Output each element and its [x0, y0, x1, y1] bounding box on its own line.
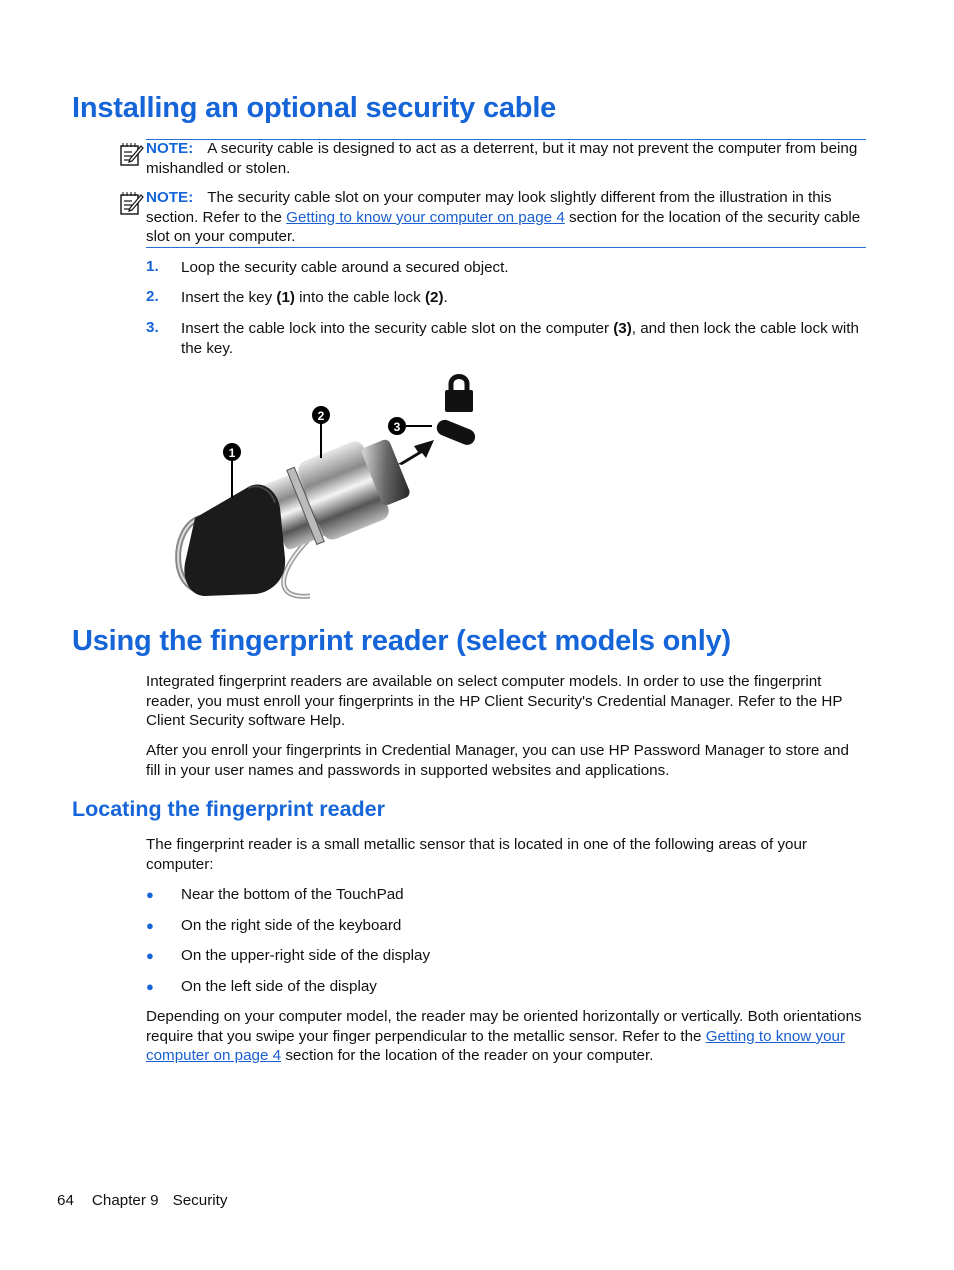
note-2 — [118, 188, 866, 247]
page-number: 64 — [57, 1192, 74, 1209]
step-text-part: Insert the key — [181, 289, 277, 306]
step-text-bold: (2) — [424, 289, 444, 306]
paragraph-text: section for the location of the reader on your computer. — [285, 1047, 654, 1065]
note-icon — [118, 141, 144, 167]
paragraph: The fingerprint reader is a small metallic sensor that is located in one of the following areas of your computer: — [146, 836, 807, 873]
bullet-item: Near the bottom of the TouchPad — [181, 886, 404, 903]
note-label: NOTE: — [146, 140, 194, 157]
bullet-item: On the upper-right side of the display — [181, 947, 431, 964]
step-text-bold: (1) — [276, 289, 295, 306]
step-text — [181, 319, 871, 358]
callout-1-label: 1 — [228, 446, 236, 460]
step-text-part: into the cable lock — [294, 289, 425, 306]
section-heading-fingerprint: Using the fingerprint reader (select models only) — [72, 625, 731, 657]
page-footer — [57, 1192, 227, 1209]
callout-2-label: 2 — [317, 409, 325, 423]
step-text — [181, 288, 871, 308]
note-icon — [118, 190, 144, 216]
bullet-glyph: ● — [146, 979, 154, 994]
step-text: Loop the security cable around a secured object. — [181, 259, 509, 276]
arrow-icon — [398, 440, 434, 465]
chapter-label: Chapter 9 — [91, 1192, 159, 1209]
section-heading-locating: Locating the fingerprint reader — [72, 797, 385, 821]
note-text: A security cable is designed to act as a deterrent, but it may not prevent the computer from being mishandled or stolen. — [146, 140, 858, 177]
padlock-icon — [445, 377, 473, 413]
link-getting-to-know[interactable]: Getting to know your computer on page 4 — [286, 208, 565, 226]
security-cable-illustration — [160, 368, 490, 600]
note-1 — [118, 139, 866, 178]
section-label: Security — [172, 1192, 228, 1209]
step-text-part: Insert the cable lock into the security cable slot on the computer — [181, 320, 614, 337]
paragraph — [146, 1007, 866, 1066]
note-label: NOTE: — [146, 189, 194, 206]
step-text-bold: (3) — [613, 320, 632, 337]
callout-3-label: 3 — [393, 420, 401, 434]
step-number: 1. — [146, 258, 159, 275]
link-getting-to-know[interactable]: Getting to know your computer on page 4 — [146, 1027, 846, 1065]
step-number: 2. — [146, 288, 159, 305]
note-text: The security cable slot on your computer may look slightly different from the illustration in this section. Refer to the — [146, 189, 832, 226]
paragraph: Integrated fingerprint readers are available on select computer models. In order to use the fingerprint reader, you must enroll your fingerprints in the HP Client Security's Credential Manager. Refer to the HP Client Security software Help. — [146, 673, 843, 730]
bullet-item: On the right side of the keyboard — [181, 917, 402, 934]
security-slot-icon — [434, 417, 477, 447]
step-text-part: , and then lock the cable lock with the key. — [181, 320, 859, 357]
bullet-glyph: ● — [146, 918, 154, 933]
step-number: 3. — [146, 319, 159, 336]
note-rule-bottom — [146, 247, 866, 248]
bullet-glyph: ● — [146, 887, 154, 902]
paragraph: After you enroll your fingerprints in Credential Manager, you can use HP Password Manager to store and fill in your user names and passwords in supported websites and applications. — [146, 742, 849, 779]
step-text-part: . — [443, 289, 448, 306]
paragraph-text: Depending on your computer model, the reader may be oriented horizontally or vertically. Both orientations require that you swipe your finger perpendicular to the metallic sensor. Refer to the — [146, 1008, 862, 1045]
bullet-glyph: ● — [146, 948, 154, 963]
page-title: Installing an optional security cable — [72, 92, 557, 124]
note-text: section for the location of the security cable slot on your computer. — [146, 208, 861, 246]
bullet-item: On the left side of the display — [181, 978, 377, 995]
